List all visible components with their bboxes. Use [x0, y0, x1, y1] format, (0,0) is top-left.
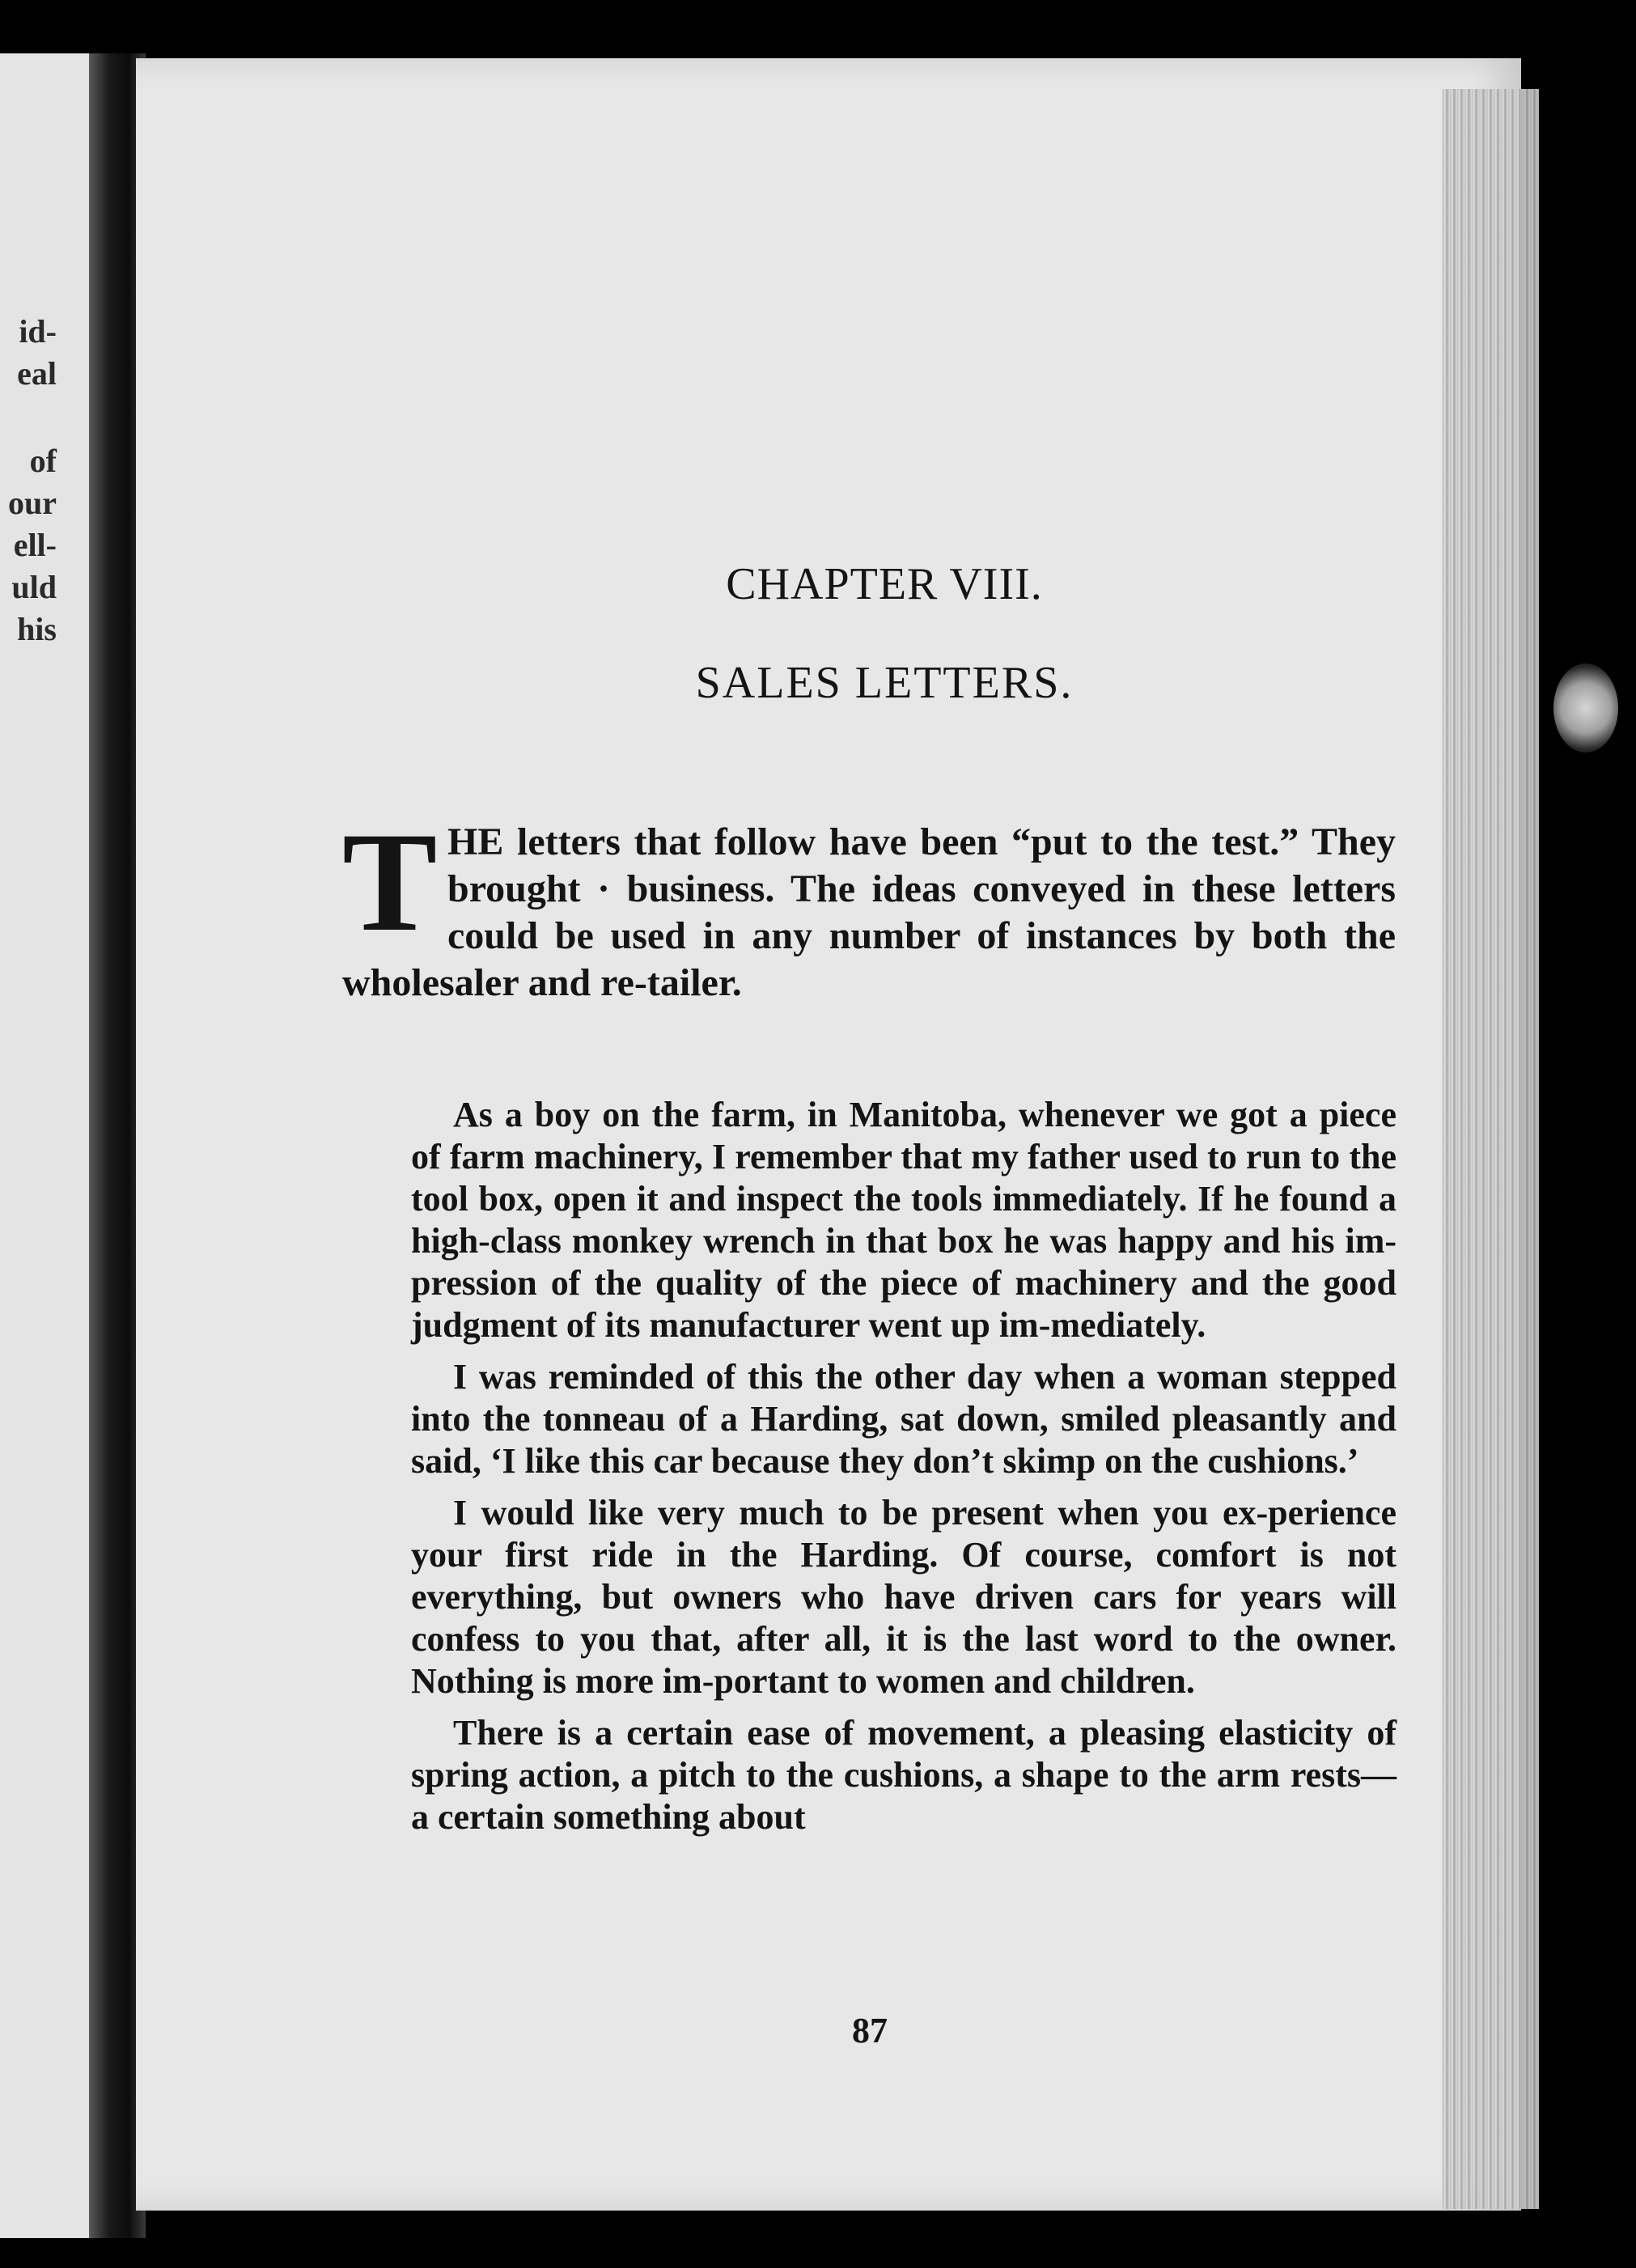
intro-text: HE letters that follow have been “put to the test.” They brought · business. The ideas conveyed in these letters could be used in any number of instances by both the wholesaler and re-tailer. [342, 820, 1396, 1004]
previous-page-fragment: uld [11, 569, 57, 605]
letter-paragraph: As a boy on the farm, in Manitoba, whenever we got a piece of farm machinery, I remember that my father used to run to the tool box, open it and inspect the tools immediately. If he found a high-class monkey wrench in that box he was happy and his im-pression of the quality of the piece of machinery and the good judgment of its manufacturer went up im-mediately. [411, 1095, 1397, 1345]
sample-letter [411, 1094, 1397, 1848]
previous-page-fragment: our [8, 485, 57, 521]
book-page [136, 58, 1521, 2211]
letter-paragraph: I would like very much to be present when you ex-perience your first ride in the Harding. Of course, comfort is not everything, but owners who have driven cars for years will confess to you that, after all, it is the last word to the owner. Nothing is more im-portant to women and children. [411, 1493, 1397, 1701]
previous-page-fragments [0, 311, 57, 651]
section-heading: SALES LETTERS. [695, 658, 1074, 708]
letter-paragraph: I was reminded of this the other day when a woman stepped into the tonneau of a Harding, sat down, smiled pleasantly and said, ‘I like this car because they don’t skimp on the cushions.’ [411, 1357, 1397, 1481]
letter-paragraph: There is a certain ease of movement, a pleasing elasticity of spring action, a pitch to the cushions, a shape to the arm rests—a certain something about [411, 1713, 1397, 1837]
previous-page-fragment: of [29, 443, 57, 479]
previous-page-fragment: id- [19, 313, 57, 350]
previous-page-gap [0, 395, 57, 440]
scan-blot [1553, 663, 1618, 752]
page-edge-stack [1442, 89, 1539, 2209]
previous-page-fragment: ell- [13, 527, 57, 563]
drop-cap: T [342, 803, 438, 961]
previous-page-fragment: eal [17, 355, 57, 392]
chapter-heading: CHAPTER VIII. [726, 559, 1043, 609]
page-number: 87 [852, 2011, 888, 2050]
previous-page-fragment: his [17, 611, 57, 647]
intro-paragraph [342, 803, 1396, 1007]
